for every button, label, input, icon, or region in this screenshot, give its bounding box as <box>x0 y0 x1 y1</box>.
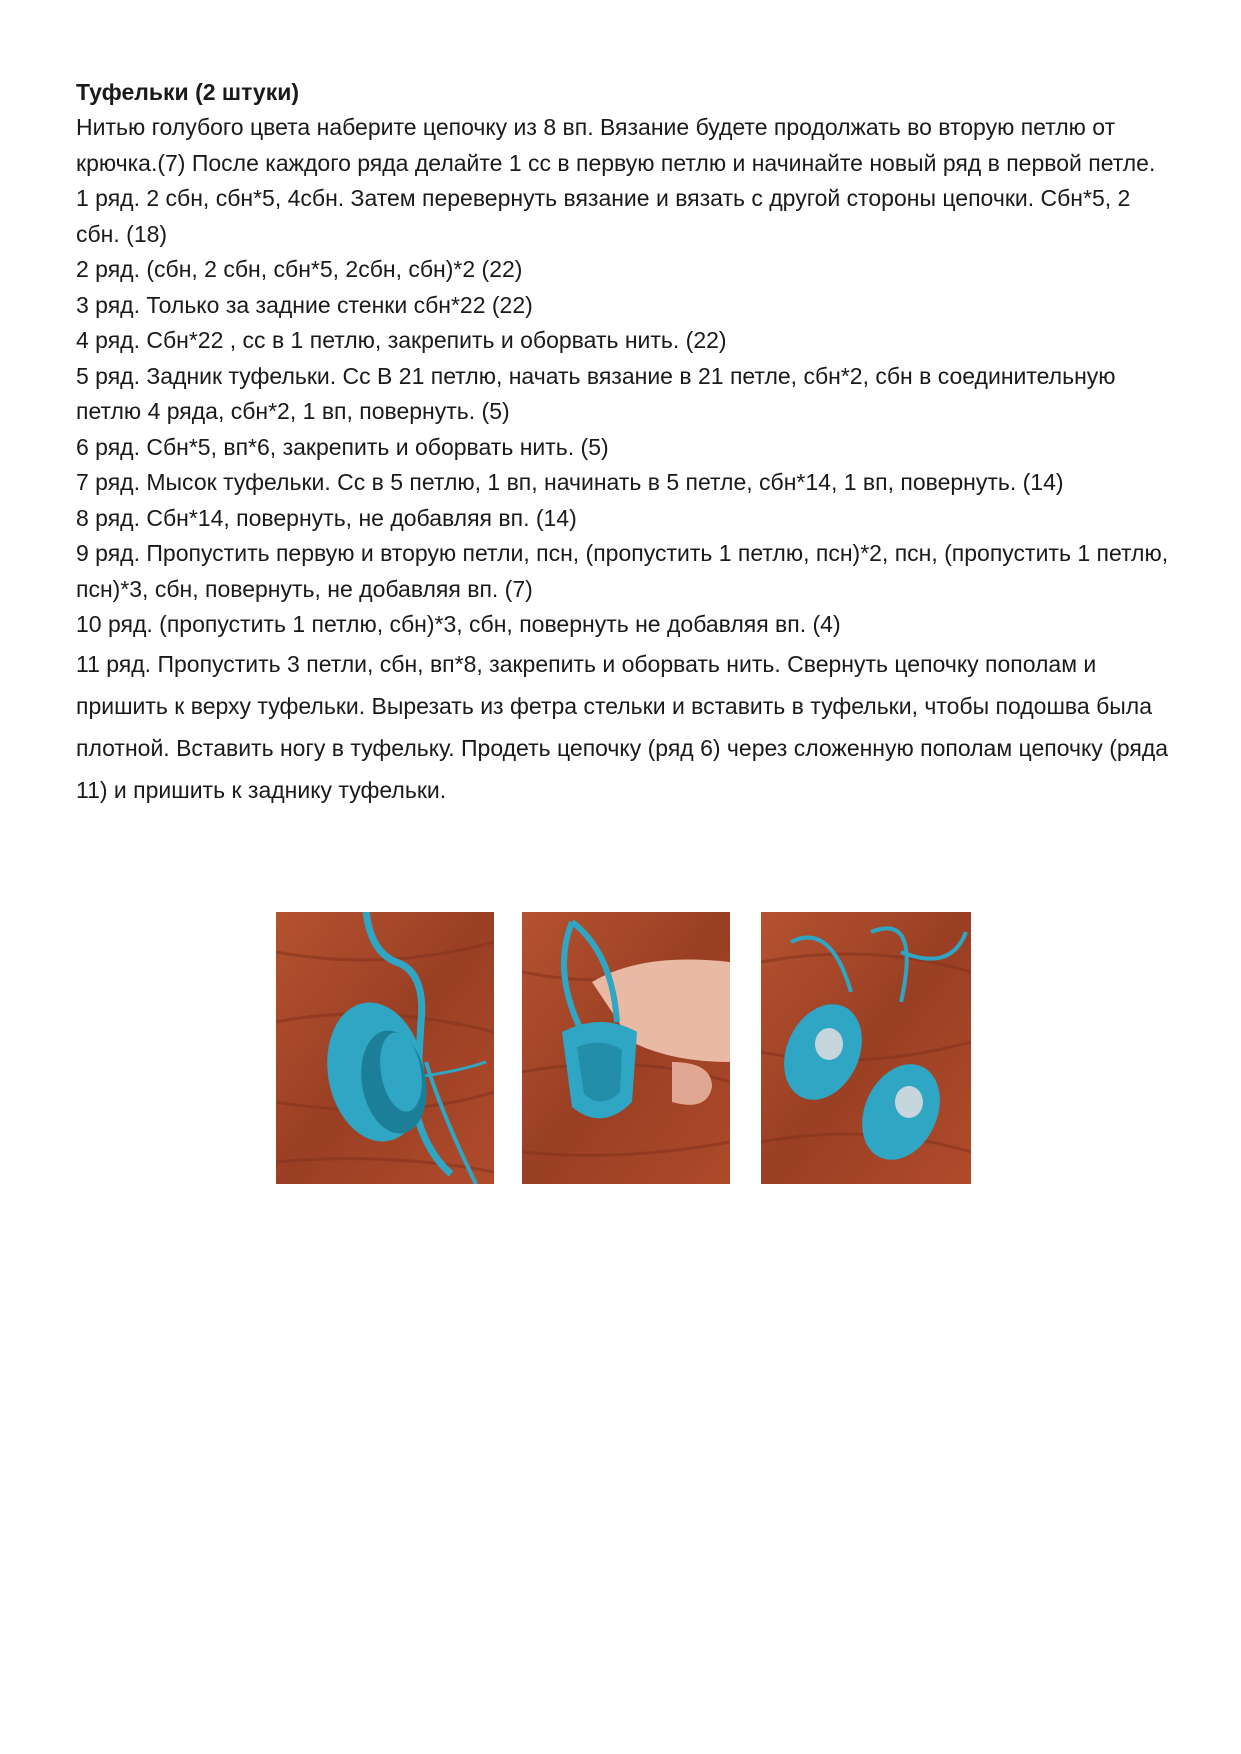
row-11: 11 ряд. Пропустить 3 петли, сбн, вп*8, закрепить и оборвать нить. Свернуть цепочку пополам и пришить к верху туфельки. Вырезать из фетра стельки и вставить в туфельки, чтобы подошва была плотной. Вставить ногу в туфельку. Продеть цепочку (ряд 6) через сложенную пополам цепочку (ряда 11) и пришить к заднику туфельки. <box>76 650 1169 803</box>
row-6: 6 ряд. Сбн*5, вп*6, закрепить и оборвать нить. (5) <box>76 433 609 460</box>
photo-shoe-side-view <box>276 912 494 1184</box>
row-9: 9 ряд. Пропустить первую и вторую петли, псн, (пропустить 1 петлю, псн)*2, псн, (пропустить 1 петлю, псн)*3, сбн, повернуть, не добавляя вп. (7) <box>76 540 1169 602</box>
row-4: 4 ряд. Сбн*22 , сс в 1 петлю, закрепить и оборвать нить. (22) <box>76 327 727 353</box>
row-2: 2 ряд. (сбн, 2 сбн, сбн*5, 2сбн, сбн)*2 (22) <box>76 256 523 282</box>
intro-paragraph: Нитью голубого цвета наберите цепочку из 8 вп. Вязание будете продолжать во вторую петлю от крючка.(7) После каждого ряда делайте 1 сс в первую петлю и начинайте новый ряд в первой петле. <box>76 114 1156 176</box>
row-1: 1 ряд. 2 сбн, сбн*5, 4сбн. Затем перевернуть вязание и вязать с другой стороны цепочки. Сбн*5, 2 сбн. (18) <box>76 185 1131 247</box>
row-10: 10 ряд. (пропустить 1 петлю, сбн)*3, сбн, повернуть не добавляя вп. (4) <box>76 611 841 637</box>
row-3: 3 ряд. Только за задние стенки сбн*22 (22) <box>76 291 533 318</box>
document-page <box>76 74 1176 811</box>
row-8: 8 ряд. Сбн*14, повернуть, не добавляя вп. (14) <box>76 504 577 531</box>
photo-strip <box>276 912 972 1184</box>
row-5: 5 ряд. Задник туфельки. Сс В 21 петлю, начать вязание в 21 петле, сбн*2, сбн в соединительную петлю 4 ряда, сбн*2, 1 вп, повернуть. (5) <box>76 362 1116 424</box>
document-title: Туфельки (2 штуки) <box>76 79 300 105</box>
photo-shoe-on-hand <box>522 912 730 1184</box>
photo-two-shoes <box>761 912 971 1184</box>
row-7: 7 ряд. Мысок туфельки. Сс в 5 петлю, 1 вп, начинать в 5 петле, сбн*14, 1 вп, повернуть. (14) <box>76 469 1064 495</box>
